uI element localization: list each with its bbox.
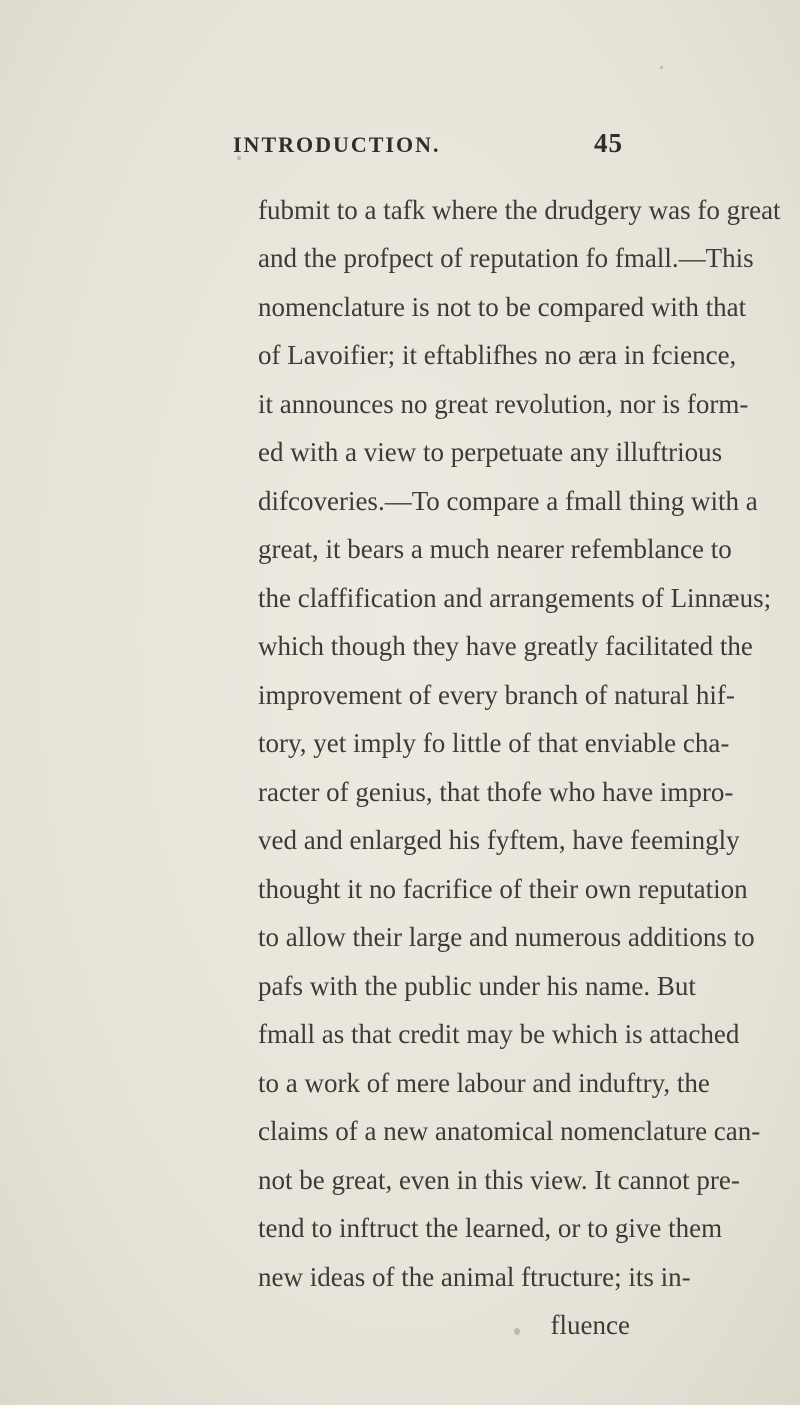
text-line: the claffification and arrangements of Linnæus; (258, 583, 772, 613)
paper-speck (514, 1328, 520, 1335)
text-line: thought it no facrifice of their own reputation (258, 874, 748, 904)
text-line: great, it bears a much nearer refemblance to (258, 534, 732, 564)
text-line: nomenclature is not to be compared with that (258, 292, 747, 322)
text-line: and the profpect of reputation fo fmall.—This (258, 243, 754, 273)
page-number: 45 (594, 128, 623, 158)
paper-speck (237, 156, 241, 160)
text-line: to allow their large and numerous additions to (258, 922, 755, 952)
text-line: improvement of every branch of natural hif- (258, 680, 735, 710)
text-line: claims of a new anatomical nomenclature can- (258, 1116, 761, 1146)
catchword: fluence (550, 1310, 630, 1340)
text-line: of Lavoifier; it eftablifhes no æra in fcience, (258, 340, 737, 370)
text-line: to a work of mere labour and induftry, the (258, 1068, 710, 1098)
text-line: which though they have greatly facilitated the (258, 631, 753, 661)
text-line: it announces no great revolution, nor is form- (258, 389, 749, 419)
text-line: fubmit to a tafk where the drudgery was fo great (258, 195, 781, 225)
text-line: racter of genius, that thofe who have impro- (258, 777, 734, 807)
text-line: tory, yet imply fo little of that enviable cha- (258, 728, 730, 758)
text-line: fmall as that credit may be which is attached (258, 1019, 740, 1049)
paper-speck (660, 66, 663, 69)
running-head (233, 128, 623, 172)
running-title: INTRODUCTION. (233, 132, 441, 157)
text-line: ved and enlarged his fyftem, have feemingly (258, 825, 740, 855)
text-line: ed with a view to perpetuate any illuftrious (258, 437, 723, 467)
text-line: difcoveries.—To compare a fmall thing with a (258, 486, 758, 516)
text-line: new ideas of the animal ftructure; its in- (258, 1262, 691, 1292)
text-line: tend to inftruct the learned, or to give them (258, 1213, 723, 1243)
text-line: not be great, even in this view. It cannot pre- (258, 1165, 740, 1195)
text-line: pafs with the public under his name. But (258, 971, 696, 1001)
